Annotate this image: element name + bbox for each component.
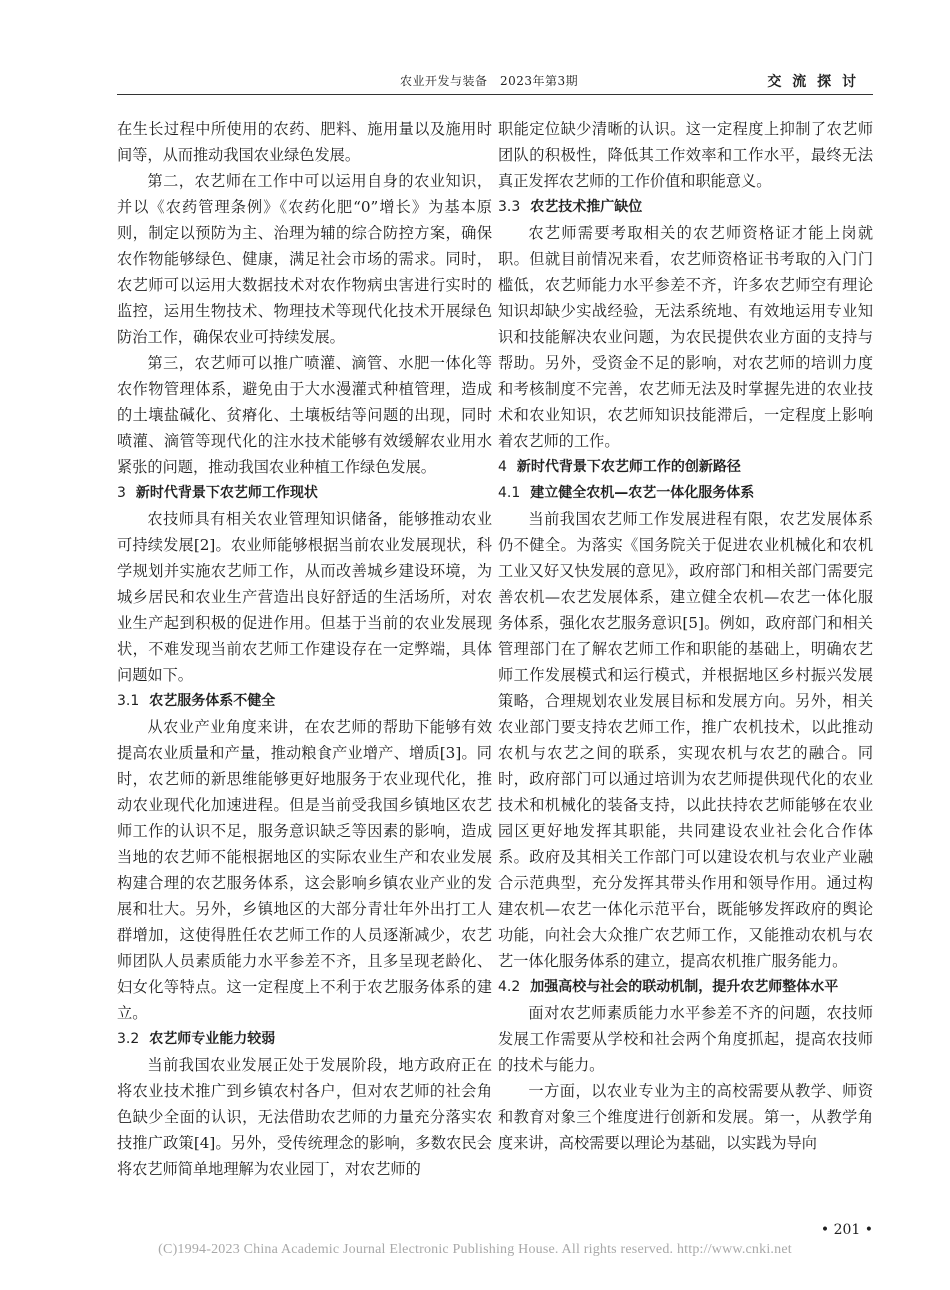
- paragraph: 当前我国农艺师工作发展进程有限，农艺发展体系仍不健全。为落实《国务院关于促进农业机械化和农机工业又好又快发展的意见》，政府部门和相关部门需要完善农机—农艺发展体系，建立健全农机—农艺一体化服务体系，强化农艺服务意识[5]。例如，政府部门和相关管理部门在了解农艺师工作和职能的基础上，明确农艺师工作发展模式和运行模式，并根据地区乡村振兴发展策略，合理规划农业发展目标和发展方向。另外，相关农业部门要支持农艺师工作，推广农机技术，以此推动农机与农艺之间的联系，实现农机与农艺的融合。同时，政府部门可以通过培训为农艺师提供现代化的农业技术和机械化的装备支持，以此扶持农艺师能够在农业园区更好地发挥其职能，共同建设农业社会化合作体系。政府及其相关工作部门可以建设农机与农业产业融合示范典型，充分发挥其带头作用和领导作用。通过构建农机—农艺一体化示范平台，既能够发挥政府的舆论功能，向社会大众推广农艺师工作，又能推动农机与农艺一体化服务体系的建立，提高农机推广服务能力。: [498, 510, 873, 970]
- paragraph: 在生长过程中所使用的农药、肥料、施用量以及施用时间等，从而推动我国农业绿色发展。: [117, 120, 492, 164]
- paragraph: 面对农艺师素质能力水平参差不齐的问题，农技师发展工作需要从学校和社会两个角度抓起，提高农技师的技术与能力。: [498, 1004, 873, 1074]
- paragraph: 从农业产业角度来讲，在农艺师的帮助下能够有效提高农业质量和产量，推动粮食产业增产、增质[3]。同时，农艺师的新思维能够更好地服务于农业现代化，推动农业现代化加速进程。但是当前受我国乡镇地区农艺师工作的认识不足，服务意识缺乏等因素的影响，造成当地的农艺师不能根据地区的实际农业生产和农业发展构建合理的农艺服务体系，这会影响乡镇农业产业的发展和壮大。另外，乡镇地区的大部分青壮年外出打工人群增加，这使得胜任农艺师工作的人员逐渐减少，农艺师团队人员素质能力水平参差不齐，且多呈现老龄化、妇女化等特点。这一定程度上不利于农艺服务体系的建立。: [117, 718, 492, 1022]
- page-number: • 201 •: [820, 1222, 873, 1238]
- section-number: 3: [117, 485, 126, 501]
- paragraph: 一方面，以农业专业为主的高校需要从教学、师资和教育对象三个维度进行创新和发展。第一，从教学角度来讲，高校需要以理论为基础，以实践为导向: [498, 1082, 873, 1152]
- section-number: 3.2: [117, 1031, 140, 1047]
- section-title: 新时代背景下农艺师工作现状: [135, 485, 318, 501]
- subsection-heading: [498, 194, 873, 220]
- running-header: [117, 70, 873, 95]
- section-number: 4.1: [498, 485, 521, 501]
- section-title: 农艺服务体系不健全: [149, 693, 276, 709]
- section-tag: 交 流 探 讨: [767, 74, 859, 90]
- section-heading: [117, 480, 492, 506]
- subsection-heading: [498, 480, 873, 506]
- right-column: [498, 116, 873, 1156]
- subsection-heading: [117, 688, 492, 714]
- paragraph: 第三，农艺师可以推广喷灌、滴管、水肥一体化等农作物管理体系，避免由于大水漫灌式种植管理，造成的土壤盐碱化、贫瘠化、土壤板结等问题的出现，同时喷灌、滴管等现代化的注水技术能够有效缓解农业用水紧张的问题，推动我国农业种植工作绿色发展。: [117, 354, 492, 476]
- section-title: 农艺技术推广缺位: [530, 199, 643, 215]
- section-title: 新时代背景下农艺师工作的创新路径: [516, 459, 741, 475]
- paragraph: 第二，农艺师在工作中可以运用自身的农业知识，并以《农药管理条例》《农药化肥“0”增长》为基本原则，制定以预防为主、治理为辅的综合防控方案，确保农作物能够绿色、健康，满足社会市场的需求。同时，农艺师可以运用大数据技术对农作物病虫害进行实时的监控，运用生物技术、物理技术等现代化技术开展绿色防治工作，确保农业可持续发展。: [117, 172, 492, 346]
- left-column: [117, 116, 492, 1182]
- paragraph: 当前我国农业发展正处于发展阶段，地方政府正在将农业技术推广到乡镇农村各户，但对农艺师的社会角色缺少全面的认识，无法借助农艺师的力量充分落实农技推广政策[4]。另外，受传统理念的影响，多数农民会将农艺师简单地理解为农业园丁，对农艺师的: [117, 1056, 492, 1178]
- paragraph: 农技师具有相关农业管理知识储备，能够推动农业可持续发展[2]。农业师能够根据当前农业发展现状，科学规划并实施农艺师工作，从而改善城乡建设环境，为城乡居民和农业生产营造出良好舒适的生活场所，对农业生产起到积极的促进作用。但基于当前的农业发展现状，不难发现当前农艺师工作建设存在一定弊端，具体问题如下。: [117, 510, 492, 684]
- section-number: 4: [498, 459, 507, 475]
- section-title: 加强高校与社会的联动机制，提升农艺师整体水平: [530, 979, 839, 995]
- paragraph: 农艺师需要考取相关的农艺师资格证才能上岗就职。但就目前情况来看，农艺师资格证书考取的入门门槛低，农艺师能力水平参差不齐，许多农艺师空有理论知识却缺少实战经验，无法系统地、有效地运用专业知识和技能解决农业问题，为农民提供农业方面的支持与帮助。另外，受资金不足的影响，对农艺师的培训力度和考核制度不完善，农艺师无法及时掌握先进的农业技术和农业知识，农艺师知识技能滞后，一定程度上影响着农艺师的工作。: [498, 224, 873, 450]
- subsection-heading: [498, 974, 873, 1000]
- copyright-notice: (C)1994-2023 China Academic Journal Electronic Publishing House. All rights reserved. http://www.cnki.net: [158, 1242, 792, 1257]
- paragraph: 职能定位缺少清晰的认识。这一定程度上抑制了农艺师团队的积极性，降低其工作效率和工作水平，最终无法真正发挥农艺师的工作价值和职能意义。: [498, 120, 873, 190]
- subsection-heading: [117, 1026, 492, 1052]
- section-number: 3.3: [498, 199, 521, 215]
- section-title: 农艺师专业能力较弱: [149, 1031, 276, 1047]
- section-heading: [498, 454, 873, 480]
- section-title: 建立健全农机—农艺一体化服务体系: [530, 485, 755, 501]
- section-number: 3.1: [117, 693, 140, 709]
- section-number: 4.2: [498, 979, 521, 995]
- journal-info: 农业开发与装备 2023年第3期: [400, 74, 579, 88]
